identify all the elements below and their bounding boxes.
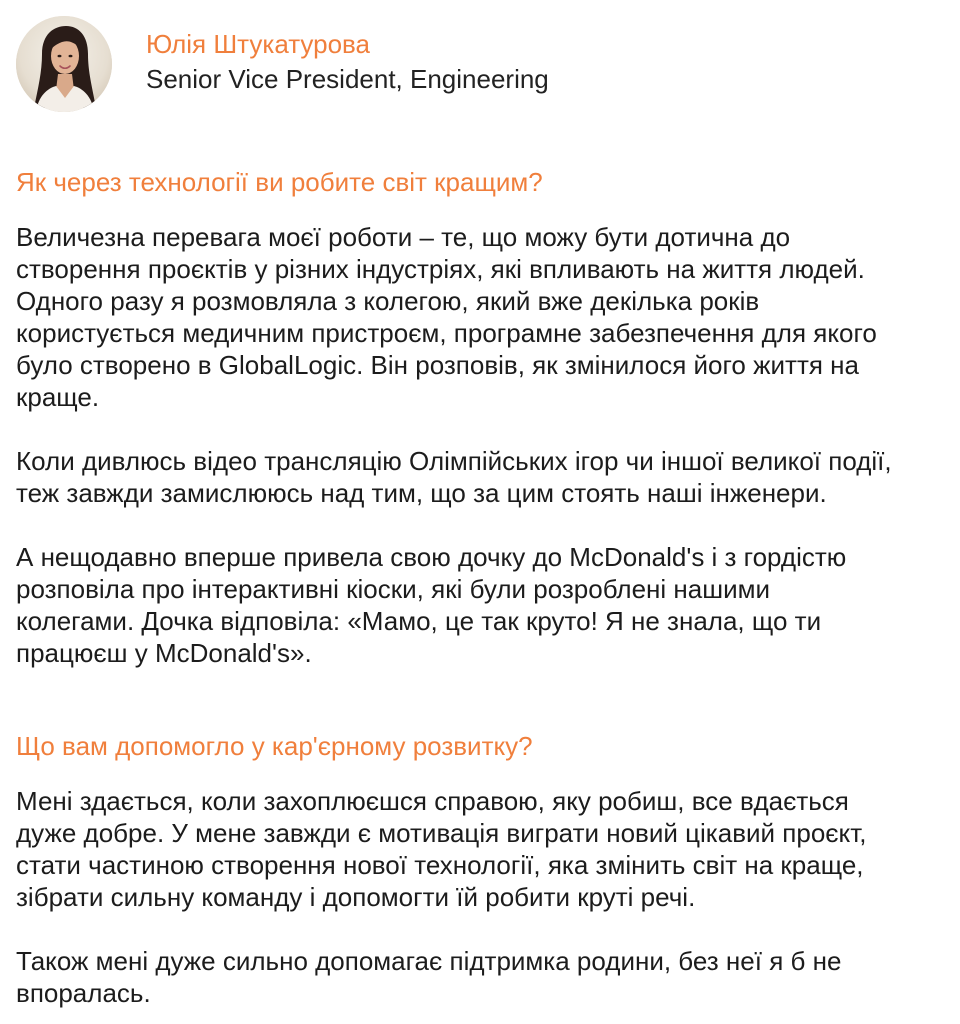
profile-header	[16, 16, 916, 116]
answer-paragraph: А нещодавно вперше привела свою дочку до McDonald's і з гордістю розповіла про інтерактивні кіоски, які були розроблені нашими колегами. Дочка відповіла: «Мамо, це так круто! Я не знала, що ти працюєш у McDonald's».	[16, 542, 847, 668]
answer-paragraph: Коли дивлюсь відео трансляцію Олімпійських ігор чи іншої великої події, теж завжди замислююсь над тим, що за цим стоять наші інженери.	[16, 446, 892, 508]
person-photo-icon	[16, 16, 112, 112]
answer-paragraph: Величезна перевага моєї роботи – те, що можу бути дотична до створення проєктів у різних індустріях, які впливають на життя людей. Одного разу я розмовляла з колегою, який вже декілька років користується медичним пристроєм, програмне забезпечення для якого було створено в GlobalLogic. Він розповів, як змінилося його життя на краще.	[16, 222, 877, 412]
avatar	[16, 16, 112, 112]
answer-paragraph: Мені здається, коли захоплюєшся справою, яку робиш, все вдається дуже добре. У мене завжди є мотивація виграти новий цікавий проєкт, стати частиною створення нової технології, яка змінить світ на краще, зібрати сильну команду і допомогти їй робити круті речі.	[16, 786, 867, 912]
person-role: Senior Vice President, Engineering	[146, 64, 549, 94]
person-name: Юлія Штукатурова	[146, 29, 371, 59]
question-heading: Що вам допомогло у кар'єрному розвитку?	[16, 731, 533, 761]
interview-content	[16, 165, 946, 1009]
answer-paragraph: Також мені дуже сильно допомагає підтримка родини, без неї я б не впоралась.	[16, 946, 842, 1008]
question-heading: Як через технології ви робите світ кращим?	[16, 167, 543, 197]
